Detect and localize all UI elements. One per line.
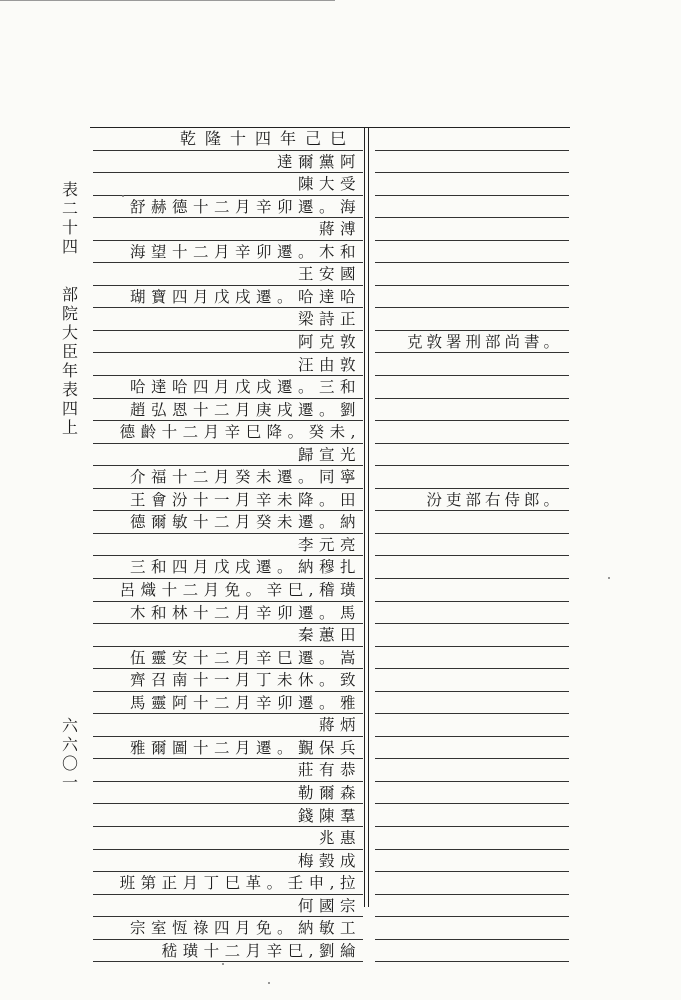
- left-row: 歸宣光: [93, 444, 363, 467]
- speck: [268, 982, 270, 984]
- side-title-char: 院: [61, 304, 78, 323]
- left-row: 王安國: [93, 263, 363, 286]
- side-title-char: 表: [61, 380, 78, 399]
- left-row: 嵇璜十二月辛巳,劉綸: [93, 940, 363, 963]
- left-row: 齊召南十一月丁未休。致: [93, 669, 363, 692]
- left-row: 德齡十二月辛巳降。癸未,: [93, 421, 363, 444]
- left-row: 雅爾圖十二月遷。覲保兵: [93, 737, 363, 760]
- right-row: [375, 714, 569, 737]
- right-row: [375, 286, 569, 309]
- right-row: [375, 399, 569, 422]
- table-center-divider: [364, 127, 365, 907]
- left-row: 舒赫德十二月辛卯遷。海: [93, 196, 363, 219]
- right-row: [375, 850, 569, 873]
- left-row: 梅瑴成: [93, 850, 363, 873]
- left-row: 伍靈安十二月辛巳遷。嵩: [93, 647, 363, 670]
- left-row: 三和四月戊戌遷。納穆扎: [93, 556, 363, 579]
- left-row: 瑚寶四月戊戌遷。哈達哈: [93, 286, 363, 309]
- left-row: 介福十二月癸未遷。同寧: [93, 466, 363, 489]
- right-row: [375, 534, 569, 557]
- side-title-char: 四: [61, 237, 78, 256]
- left-row: 王會汾十一月辛未降。田: [93, 489, 363, 512]
- left-row: 何國宗: [93, 895, 363, 918]
- side-title-gap: [60, 256, 80, 285]
- right-row: [375, 827, 569, 850]
- right-row: 克敦署刑部尚書。: [375, 331, 569, 354]
- right-row: [375, 173, 569, 196]
- right-row: [375, 895, 569, 918]
- right-row: [375, 579, 569, 602]
- left-row: 陳大受: [93, 173, 363, 196]
- right-row: [375, 511, 569, 534]
- right-row: [375, 602, 569, 625]
- right-row: 汾吏部右侍郎。: [375, 489, 569, 512]
- right-row: [375, 782, 569, 805]
- right-row: [375, 669, 569, 692]
- page-number: [60, 716, 80, 792]
- left-row: 蔣炳: [93, 714, 363, 737]
- side-title-char: 臣: [61, 342, 78, 361]
- left-row: 錢陳羣: [93, 805, 363, 828]
- right-row: [375, 805, 569, 828]
- right-row: [375, 466, 569, 489]
- side-title-char: 部: [61, 285, 78, 304]
- left-header-row: 乾隆十四年己巳: [93, 128, 363, 151]
- speck: [122, 195, 124, 197]
- right-row: [375, 917, 569, 940]
- left-row: 兆惠: [93, 827, 363, 850]
- left-row: 梁詩正: [93, 308, 363, 331]
- right-row: [375, 354, 569, 377]
- right-row: [375, 421, 569, 444]
- left-row: 木和林十二月辛卯遷。馬: [93, 602, 363, 625]
- left-row: 秦蕙田: [93, 624, 363, 647]
- page-number-char: 六: [61, 735, 78, 754]
- left-row: 趙弘恩十二月庚戌遷。劉: [93, 399, 363, 422]
- right-row: [375, 128, 569, 151]
- table-center-divider-inner: [368, 127, 369, 907]
- right-row: [375, 376, 569, 399]
- speck: [222, 963, 224, 965]
- right-row: [375, 218, 569, 241]
- left-row: 宗室恆祿四月免。納敏工: [93, 917, 363, 940]
- side-title-char: 年: [61, 361, 78, 380]
- right-row: [375, 759, 569, 782]
- right-row: [375, 196, 569, 219]
- page-number-char: 一: [61, 773, 78, 792]
- side-title-char: 上: [61, 418, 78, 437]
- right-row: [375, 872, 569, 895]
- right-row: [375, 737, 569, 760]
- left-row: 哈達哈四月戊戌遷。三和: [93, 376, 363, 399]
- side-title-char: 二: [61, 199, 78, 218]
- left-row: 呂熾十二月免。辛巳,稽璜: [93, 579, 363, 602]
- left-row: 阿克敦: [93, 331, 363, 354]
- left-row: 莊有恭: [93, 759, 363, 782]
- left-row: 李元亮: [93, 534, 363, 557]
- side-title-char: 大: [61, 323, 78, 342]
- left-row: 德爾敏十二月癸未遷。納: [93, 511, 363, 534]
- right-row: [375, 556, 569, 579]
- page-number-char: 〇: [61, 754, 78, 773]
- left-row: 海望十二月辛卯遷。木和: [93, 241, 363, 264]
- side-title-char: 四: [61, 399, 78, 418]
- side-title-char: 表: [61, 180, 78, 199]
- left-row: 馬靈阿十二月辛卯遷。雅: [93, 692, 363, 715]
- right-row: [375, 151, 569, 174]
- right-row: [375, 263, 569, 286]
- left-row: 達爾黨阿: [93, 151, 363, 174]
- side-title-char: 十: [61, 218, 78, 237]
- right-row: [375, 647, 569, 670]
- right-row: [375, 624, 569, 647]
- right-row: [375, 308, 569, 331]
- left-row: 汪由敦: [93, 354, 363, 377]
- speck: [608, 577, 610, 579]
- left-row: 班第正月丁巳革。壬申,拉: [93, 872, 363, 895]
- left-row: 勒爾森: [93, 782, 363, 805]
- left-row: 蔣溥: [93, 218, 363, 241]
- page-number-char: 六: [61, 716, 78, 735]
- right-row: [375, 444, 569, 467]
- side-title: [60, 180, 80, 437]
- right-row: [375, 940, 569, 963]
- right-row: [375, 692, 569, 715]
- right-row: [375, 241, 569, 264]
- top-edge-line: [0, 0, 335, 1]
